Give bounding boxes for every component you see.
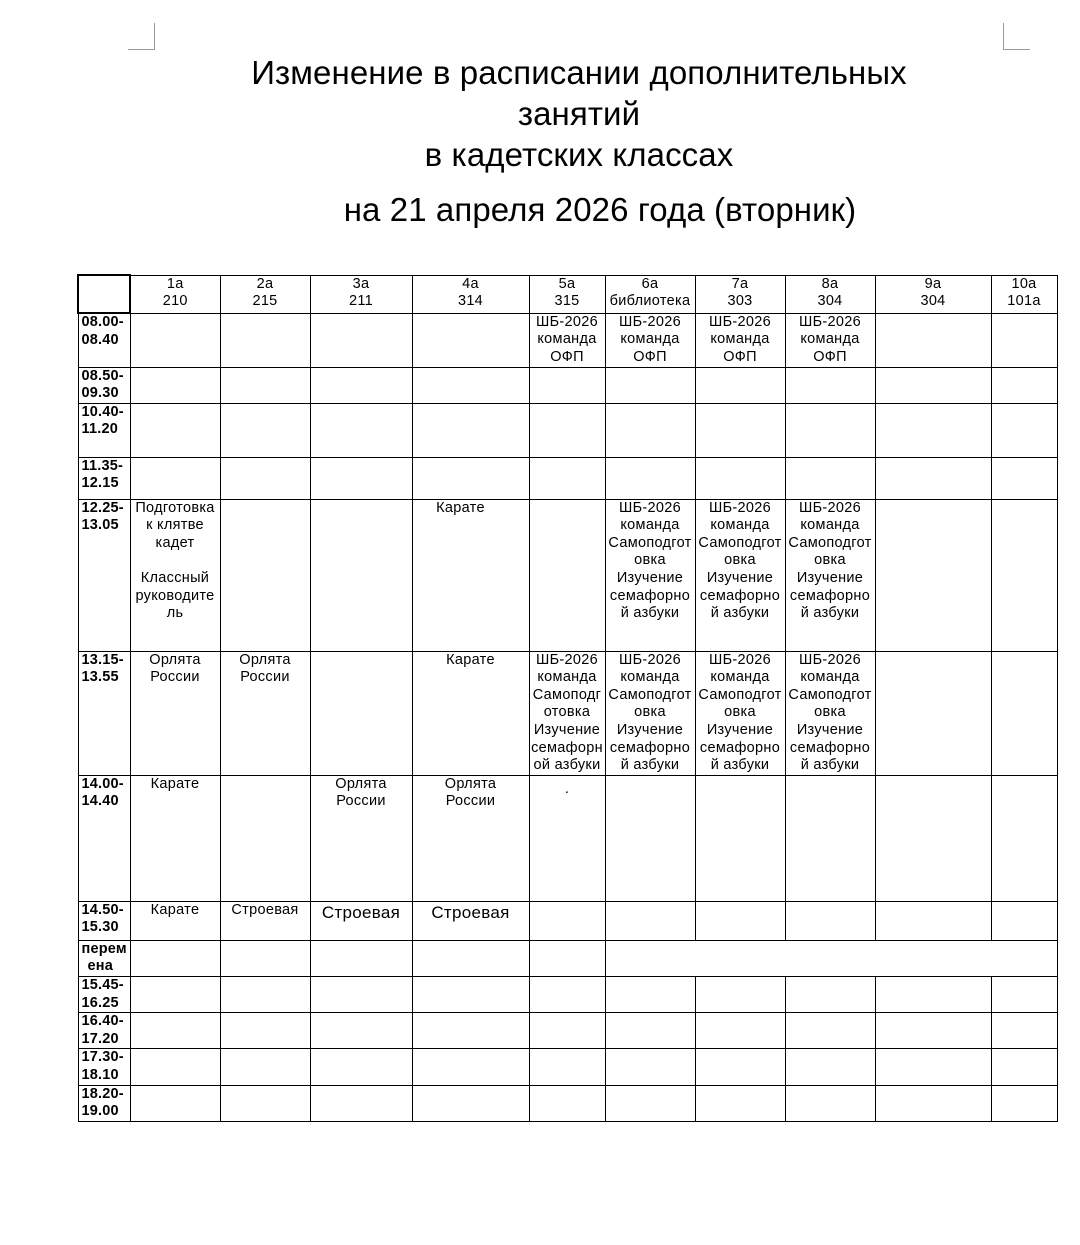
schedule-cell — [991, 1049, 1057, 1085]
schedule-cell — [130, 457, 220, 499]
schedule-cell — [130, 977, 220, 1013]
schedule-cell — [220, 403, 310, 457]
table-row — [78, 901, 1057, 940]
schedule-cell — [785, 457, 875, 499]
schedule-cell — [991, 457, 1057, 499]
col-header-3a: 3а 211 — [310, 275, 412, 313]
title-line-3: в кадетских классах — [424, 136, 734, 173]
time-cell: 15.45- 16.25 — [78, 977, 130, 1013]
title-line-2: занятий — [517, 95, 641, 132]
schedule-cell — [130, 940, 220, 976]
schedule-cell: Орлята России — [220, 651, 310, 775]
table-row — [78, 1049, 1057, 1085]
col-header-7a: 7а 303 — [695, 275, 785, 313]
schedule-cell-merged — [605, 940, 1057, 976]
schedule-cell — [605, 1013, 695, 1049]
table-row — [78, 403, 1057, 457]
col-header-1a: 1а 210 — [130, 275, 220, 313]
schedule-cell — [785, 901, 875, 940]
schedule-cell — [412, 977, 529, 1013]
time-cell: 08.50- 09.30 — [78, 367, 130, 403]
time-cell: перем ена — [78, 940, 130, 976]
schedule-cell — [310, 940, 412, 976]
schedule-cell — [605, 901, 695, 940]
col-header-5a: 5а 315 — [529, 275, 605, 313]
schedule-cell: Карате — [130, 901, 220, 940]
col-header-10a: 10а 101а — [991, 275, 1057, 313]
schedule-cell: ШБ-2026 команда Самоподгот овка Изучение семафорно й азбуки — [605, 499, 695, 651]
schedule-cell — [130, 1013, 220, 1049]
schedule-cell — [605, 457, 695, 499]
schedule-cell — [412, 367, 529, 403]
time-cell: 13.15- 13.55 — [78, 651, 130, 775]
schedule-cell — [529, 367, 605, 403]
schedule-cell — [605, 367, 695, 403]
table-row — [78, 651, 1057, 775]
schedule-cell — [412, 403, 529, 457]
schedule-cell — [605, 977, 695, 1013]
schedule-cell — [310, 1013, 412, 1049]
col-header-4a: 4а 314 — [412, 275, 529, 313]
col-header-6a: 6а библиотека — [605, 275, 695, 313]
schedule-cell — [310, 367, 412, 403]
title-line-1: Изменение в расписании дополнительных — [251, 54, 907, 91]
schedule-cell: ШБ-2026 команда Самоподгот овка Изучение семафорно й азбуки — [695, 499, 785, 651]
schedule-cell — [875, 1085, 991, 1121]
schedule-cell — [875, 1049, 991, 1085]
time-cell: 18.20- 19.00 — [78, 1085, 130, 1121]
schedule-cell — [875, 901, 991, 940]
schedule-cell — [785, 1013, 875, 1049]
schedule-cell — [220, 367, 310, 403]
table-row — [78, 775, 1057, 901]
schedule-cell — [695, 403, 785, 457]
schedule-cell — [130, 1049, 220, 1085]
table-row — [78, 1085, 1057, 1121]
schedule-cell — [412, 457, 529, 499]
table-row — [78, 940, 1057, 976]
schedule-cell — [991, 651, 1057, 775]
schedule-cell — [220, 940, 310, 976]
table-row — [78, 1013, 1057, 1049]
schedule-cell — [695, 977, 785, 1013]
schedule-cell — [529, 977, 605, 1013]
schedule-cell — [220, 499, 310, 651]
title-date-line: на 21 апреля 2026 года (вторник) — [343, 191, 857, 228]
schedule-cell: ШБ-2026 команда Самоподгот овка Изучение семафорно й азбуки — [695, 651, 785, 775]
schedule-cell — [130, 367, 220, 403]
schedule-cell — [695, 1085, 785, 1121]
time-cell: 14.50- 15.30 — [78, 901, 130, 940]
schedule-cell — [220, 775, 310, 901]
col-header-2a: 2а 215 — [220, 275, 310, 313]
table-row — [78, 457, 1057, 499]
schedule-cell: Орлята России — [310, 775, 412, 901]
col-header-8a: 8а 304 — [785, 275, 875, 313]
schedule-cell — [875, 651, 991, 775]
time-cell: 08.00- 08.40 — [78, 313, 130, 367]
schedule-cell — [412, 1013, 529, 1049]
time-cell: 12.25- 13.05 — [78, 499, 130, 651]
schedule-cell — [785, 403, 875, 457]
schedule-cell — [695, 1013, 785, 1049]
schedule-cell — [875, 367, 991, 403]
schedule-cell — [310, 313, 412, 367]
table-row — [78, 977, 1057, 1013]
schedule-cell — [991, 775, 1057, 901]
schedule-cell — [529, 940, 605, 976]
schedule-cell — [695, 901, 785, 940]
schedule-cell — [220, 977, 310, 1013]
schedule-cell — [785, 367, 875, 403]
schedule-cell — [991, 367, 1057, 403]
schedule-cell — [412, 1049, 529, 1085]
schedule-cell: . — [529, 775, 605, 901]
page-corner-mark-right — [1003, 23, 1030, 50]
schedule-cell — [991, 1085, 1057, 1121]
document-title — [0, 52, 1080, 230]
schedule-cell — [785, 977, 875, 1013]
schedule-cell: Строевая — [310, 901, 412, 940]
table-row — [78, 367, 1057, 403]
schedule-cell — [412, 313, 529, 367]
schedule-cell — [310, 977, 412, 1013]
schedule-cell: ШБ-2026 команда ОФП — [529, 313, 605, 367]
schedule-cell — [605, 1049, 695, 1085]
schedule-cell — [605, 775, 695, 901]
schedule-cell — [529, 1085, 605, 1121]
schedule-cell — [785, 775, 875, 901]
schedule-cell — [529, 499, 605, 651]
schedule-cell — [785, 1049, 875, 1085]
time-cell: 11.35- 12.15 — [78, 457, 130, 499]
schedule-cell: Карате — [412, 499, 529, 651]
schedule-cell — [875, 1013, 991, 1049]
schedule-cell: Орлята России — [412, 775, 529, 901]
schedule-cell — [130, 403, 220, 457]
schedule-cell — [991, 313, 1057, 367]
schedule-cell — [991, 403, 1057, 457]
schedule-cell — [695, 367, 785, 403]
schedule-cell — [310, 403, 412, 457]
time-cell: 17.30- 18.10 — [78, 1049, 130, 1085]
schedule-cell — [412, 940, 529, 976]
schedule-cell — [875, 403, 991, 457]
schedule-cell: Подготовка к клятве кадет Классный руководите ль — [130, 499, 220, 651]
schedule-cell: Строевая — [220, 901, 310, 940]
schedule-cell — [695, 775, 785, 901]
header-row — [78, 275, 1057, 313]
schedule-cell — [991, 499, 1057, 651]
schedule-cell — [529, 1013, 605, 1049]
schedule-cell — [220, 1013, 310, 1049]
schedule-cell — [991, 1013, 1057, 1049]
schedule-cell: Орлята России — [130, 651, 220, 775]
schedule-cell — [991, 977, 1057, 1013]
time-cell: 16.40- 17.20 — [78, 1013, 130, 1049]
schedule-cell — [529, 1049, 605, 1085]
time-cell: 10.40- 11.20 — [78, 403, 130, 457]
schedule-cell: Строевая — [412, 901, 529, 940]
schedule-cell — [130, 1085, 220, 1121]
schedule-cell — [310, 499, 412, 651]
schedule-cell — [875, 499, 991, 651]
schedule-cell — [529, 457, 605, 499]
schedule-cell — [991, 901, 1057, 940]
schedule-cell — [412, 1085, 529, 1121]
schedule-cell — [310, 651, 412, 775]
header-corner-cell — [78, 275, 130, 313]
time-cell: 14.00- 14.40 — [78, 775, 130, 901]
schedule-cell — [220, 313, 310, 367]
schedule-cell — [605, 1085, 695, 1121]
schedule-cell: ШБ-2026 команда Самоподг отовка Изучение семафорн ой азбуки — [529, 651, 605, 775]
schedule-cell — [695, 1049, 785, 1085]
schedule-cell — [310, 1085, 412, 1121]
schedule-cell — [875, 457, 991, 499]
schedule-cell — [695, 457, 785, 499]
schedule-cell — [875, 775, 991, 901]
table-row — [78, 499, 1057, 651]
schedule-cell: ШБ-2026 команда Самоподгот овка Изучение семафорно й азбуки — [785, 499, 875, 651]
schedule-cell: ШБ-2026 команда Самоподгот овка Изучение семафорно й азбуки — [785, 651, 875, 775]
schedule-cell: ШБ-2026 команда ОФП — [605, 313, 695, 367]
schedule-cell — [529, 403, 605, 457]
schedule-cell — [130, 313, 220, 367]
schedule-cell — [220, 1085, 310, 1121]
schedule-cell: Карате — [130, 775, 220, 901]
schedule-cell — [310, 1049, 412, 1085]
schedule-cell: ШБ-2026 команда ОФП — [785, 313, 875, 367]
schedule-cell — [220, 457, 310, 499]
schedule-cell: Карате — [412, 651, 529, 775]
col-header-9a: 9а 304 — [875, 275, 991, 313]
schedule-table — [77, 274, 1058, 1122]
schedule-cell — [785, 1085, 875, 1121]
schedule-cell — [220, 1049, 310, 1085]
schedule-cell — [310, 457, 412, 499]
schedule-cell: ШБ-2026 команда Самоподгот овка Изучение семафорно й азбуки — [605, 651, 695, 775]
schedule-cell — [605, 403, 695, 457]
schedule-cell — [875, 313, 991, 367]
table-row — [78, 313, 1057, 367]
schedule-cell: ШБ-2026 команда ОФП — [695, 313, 785, 367]
schedule-cell — [529, 901, 605, 940]
page-corner-mark-left — [128, 23, 155, 50]
schedule-cell — [875, 977, 991, 1013]
